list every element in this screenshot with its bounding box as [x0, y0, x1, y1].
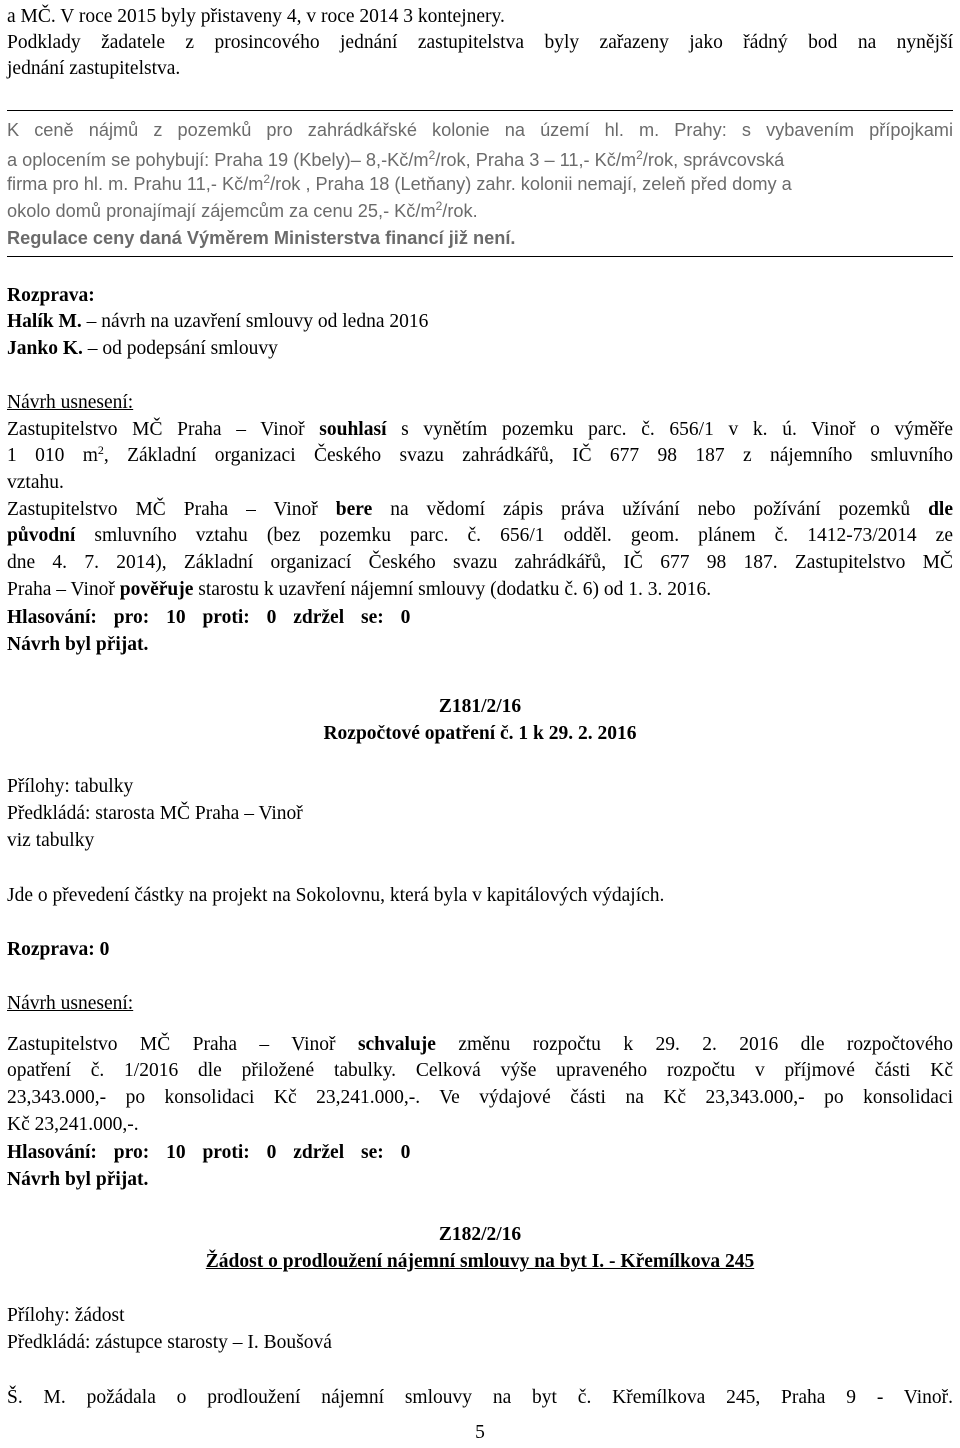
item-182-submitter: Předkládá: zástupce starosty – I. Boušová: [7, 1332, 332, 1353]
item-182-title: Žádost o prodloužení nájemní smlouvy na byt I. - Křemílkova 245: [205, 1251, 755, 1272]
item-181-submitter: Předkládá: starosta MČ Praha – Vinoř: [7, 803, 303, 824]
resolution-result: Návrh byl přijat.: [7, 634, 149, 655]
resolution-vote: Hlasování: pro: 10 proti: 0 zdržel se: 0: [7, 607, 411, 628]
note-line-1: K ceně nájmů z pozemků pro zahrádkářské kolonie na území hl. m. Prahy: s vybavením přípojkami: [7, 120, 953, 140]
item-181-attachments: Přílohy: tabulky: [7, 776, 134, 797]
resolution-heading: Návrh usnesení:: [7, 392, 134, 413]
resolution-line-7: Praha – Vinoř pověřuje starostu k uzavření nájemní smlouvy (dodatku č. 6) od 1. 3. 2016.: [7, 579, 712, 600]
debate-heading: Rozprava:: [7, 285, 95, 306]
item-181-resolution-line-2: opatření č. 1/2016 dle přiložené tabulky. Celková výše upraveného rozpočtu v příjmové části Kč: [7, 1060, 953, 1081]
item-181-resolution-line-3: 23,343.000,- po konsolidaci Kč 23,241.000,-. Ve výdajové části na Kč 23,343.000,- po konsolidaci: [7, 1087, 953, 1108]
debate-entry-halik: Halík M. – návrh na uzavření smlouvy od ledna 2016: [7, 311, 429, 332]
item-181-code: Z181/2/16: [438, 696, 522, 717]
bottom-divider: [7, 256, 953, 257]
resolution-line-2: 1 010 $m^2$, Základní organizaci Českého svazu zahrádkářů, IČ 677 98 187 z nájemního smluvního: [7, 443, 954, 466]
item-181-resolution-heading: Návrh usnesení:: [7, 993, 134, 1014]
item-182-text: Š. M. požádala o prodloužení nájemní smlouvy na byt č. Křemílkova 245, Praha 9 - Vinoř.: [7, 1387, 953, 1408]
note-line-3: firma pro hl. m. Prahu 11,- $Kč/m^2$/rok , Praha 18 (Letňany) zahr. kolonii nemají, zeleň před domy a: [7, 172, 792, 194]
note-line-4: okolo domů pronajímají zájemcům za cenu 25,- $Kč/m^2$/rok.: [7, 199, 478, 221]
item-181-vote: Hlasování: pro: 10 proti: 0 zdržel se: 0: [7, 1142, 411, 1163]
note-line-2: a oplocením se pohybují: Praha 19 (Kbely)– $8,-Kč/m^2$/rok, Praha 3 – 11,- $Kč/m^2$/rok, správcovská: [7, 148, 785, 170]
item-182-attachments: Přílohy: žádost: [7, 1305, 125, 1326]
resolution-line-5: původní smluvního vztahu (bez pozemku parc. č. 656/1 odděl. geom. plánem č. 1412-73/2014 ze: [7, 525, 953, 546]
debate-entry-janko: Janko K. – od podepsání smlouvy: [7, 338, 278, 359]
intro-line-2: Podklady žadatele z prosincového jednání zastupitelstva byly zařazeny jako řádný bod na nynější: [7, 32, 953, 53]
note-regulation-line: Regulace ceny daná Výměrem Ministerstva financí již není.: [7, 228, 516, 248]
resolution-line-1: Zastupitelstvo MČ Praha – Vinoř souhlasí s vynětím pozemku parc. č. 656/1 v k. ú. Vinoř o výměře: [7, 419, 954, 440]
item-181-debate: Rozprava: 0: [7, 939, 110, 960]
item-182-code: Z182/2/16: [438, 1224, 522, 1245]
item-181-resolution-line-1: Zastupitelstvo MČ Praha – Vinoř schvaluje změnu rozpočtu k 29. 2. 2016 dle rozpočtového: [7, 1034, 953, 1055]
item-181-result: Návrh byl přijat.: [7, 1169, 149, 1190]
page-number: 5: [475, 1422, 485, 1443]
intro-line-3: jednání zastupitelstva.: [7, 58, 181, 79]
intro-line-1: a MČ. V roce 2015 byly přistaveny 4, v roce 2014 3 kontejnery.: [7, 6, 505, 27]
resolution-line-3: vztahu.: [7, 472, 64, 493]
item-181-description: Jde o převedení částky na projekt na Sokolovnu, která byla v kapitálových výdajích.: [7, 885, 665, 906]
item-181-title: Rozpočtové opatření č. 1 k 29. 2. 2016: [323, 723, 637, 744]
resolution-line-6: dne 4. 7. 2014), Základní organizací Českého svazu zahrádkářů, IČ 677 98 187. Zastupitelstvo MČ: [7, 552, 953, 573]
resolution-line-4: Zastupitelstvo MČ Praha – Vinoř bere na vědomí zápis práva užívání nebo požívání pozemků dle: [7, 499, 953, 520]
item-181-see: viz tabulky: [7, 830, 95, 851]
top-divider: [7, 110, 953, 111]
item-181-resolution-line-4: Kč 23,241.000,-.: [7, 1114, 139, 1135]
